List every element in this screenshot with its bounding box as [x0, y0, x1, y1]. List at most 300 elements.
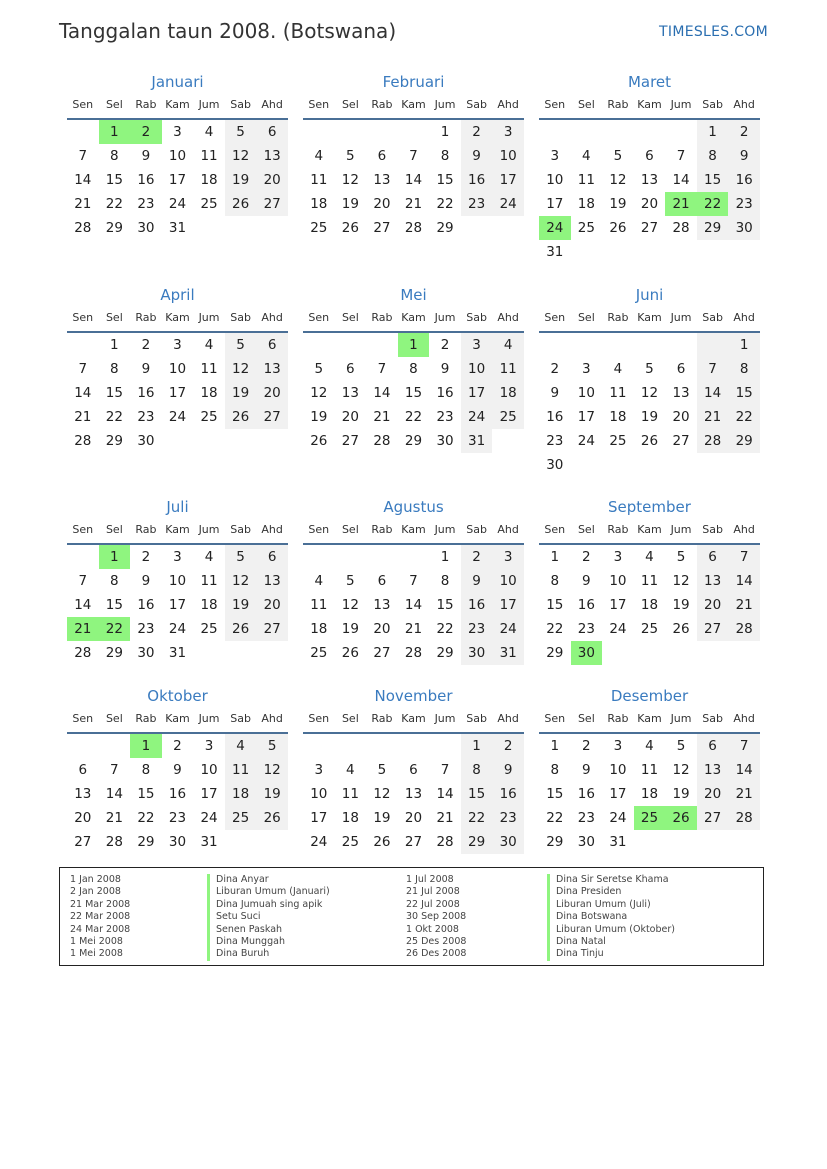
day-cell: 11 — [310, 172, 328, 188]
day-cell: 4 — [582, 148, 591, 164]
day-cell: 6 — [645, 148, 654, 164]
weekday-label: Sab — [702, 523, 723, 536]
weekday-label: Ahd — [497, 523, 519, 536]
day-cell: 29 — [105, 433, 123, 449]
month-name: Januari — [151, 73, 204, 91]
day-cell: 11 — [310, 597, 328, 613]
day-cell: 14 — [74, 172, 92, 188]
empty-day-cell — [634, 333, 666, 357]
day-cell: 5 — [676, 738, 686, 754]
day-cell: 6 — [377, 573, 387, 589]
day-cell: 16 — [577, 597, 595, 613]
day-cell: 14 — [728, 569, 760, 593]
day-cell: 24 — [168, 621, 187, 637]
day-cell: 4 — [225, 734, 257, 758]
day-cell: 7 — [676, 148, 686, 164]
day-cell: 31 — [609, 834, 627, 850]
day-cell: 4 — [314, 148, 324, 164]
weekday-label: Rab — [607, 523, 629, 536]
month-name: Juni — [635, 286, 664, 304]
day-cell: 20 — [256, 168, 288, 192]
legend-date: 25 Des 2008 — [406, 935, 467, 947]
day-cell: 12 — [640, 385, 659, 401]
day-cell: 28 — [404, 645, 423, 661]
month-agustus — [303, 495, 524, 665]
legend-left-dates — [70, 874, 130, 961]
day-cell: 22 — [546, 621, 564, 637]
day-cell: 17 — [200, 786, 218, 802]
weekday-label: Jum — [198, 523, 220, 536]
day-cell: 7 — [697, 357, 729, 381]
day-cell: 2 — [582, 549, 591, 565]
day-cell: 17 — [577, 409, 595, 425]
legend-date: 1 Mei 2008 — [70, 935, 123, 947]
empty-day-cell — [665, 120, 697, 144]
day-cell: 3 — [461, 333, 493, 357]
day-cell: 9 — [461, 144, 493, 168]
day-cell: 17 — [168, 172, 187, 188]
weekday-header — [303, 519, 524, 545]
day-cell: 22 — [436, 621, 454, 637]
day-cell: 4 — [645, 549, 654, 565]
weekday-label: Rab — [135, 98, 157, 111]
empty-day-cell — [335, 734, 367, 758]
day-cell: 23 — [137, 409, 155, 425]
day-cell: 24 — [577, 433, 595, 449]
day-cell: 15 — [697, 168, 729, 192]
day-cell: 15 — [546, 786, 564, 802]
day-cell: 13 — [672, 385, 690, 401]
empty-day-cell — [335, 333, 367, 357]
empty-day-cell — [366, 120, 398, 144]
day-cell: 11 — [492, 357, 524, 381]
day-cell: 29 — [436, 220, 454, 236]
legend-date: 2 Jan 2008 — [70, 886, 121, 898]
holiday-day-cell: 26 — [665, 806, 697, 830]
day-cell: 16 — [436, 385, 454, 401]
legend-date: 1 Jul 2008 — [406, 874, 454, 885]
day-cell: 25 — [225, 806, 257, 830]
holiday-day-cell: 21 — [665, 192, 697, 216]
day-cell: 19 — [256, 782, 288, 806]
day-cell: 7 — [78, 148, 88, 164]
weekday-label: Sab — [702, 311, 723, 324]
day-cell: 29 — [105, 645, 123, 661]
day-cell: 28 — [728, 806, 760, 830]
day-cell: 6 — [409, 762, 418, 778]
day-cell: 15 — [105, 385, 123, 401]
day-cell: 27 — [640, 220, 659, 236]
day-cell: 25 — [310, 220, 328, 236]
day-cell: 31 — [200, 834, 218, 850]
weekday-label: Jum — [434, 712, 456, 725]
days-grid — [67, 734, 288, 854]
day-cell: 26 — [640, 433, 659, 449]
day-cell: 26 — [672, 621, 690, 637]
weekday-label: Kam — [165, 98, 190, 111]
day-cell: 3 — [613, 738, 623, 754]
days-grid — [67, 545, 288, 665]
day-cell: 20 — [697, 593, 729, 617]
day-cell: 24 — [310, 834, 328, 850]
day-cell: 10 — [310, 786, 328, 802]
day-cell: 9 — [550, 385, 560, 401]
day-cell: 30 — [168, 834, 187, 850]
day-cell: 7 — [728, 545, 760, 569]
empty-day-cell — [303, 734, 335, 758]
day-cell: 16 — [577, 786, 595, 802]
day-cell: 20 — [341, 409, 359, 425]
day-cell: 28 — [672, 220, 690, 236]
weekday-label: Sel — [105, 98, 123, 111]
day-cell: 19 — [225, 168, 257, 192]
day-cell: 28 — [728, 617, 760, 641]
day-cell: 24 — [609, 810, 627, 826]
legend-holiday-name: Dina Presiden — [547, 886, 675, 898]
day-cell: 11 — [577, 172, 595, 188]
day-cell: 1 — [697, 120, 729, 144]
day-cell: 17 — [310, 810, 328, 826]
days-grid — [303, 120, 524, 240]
day-cell: 9 — [492, 758, 524, 782]
day-cell: 21 — [697, 405, 729, 429]
day-cell: 22 — [105, 409, 123, 425]
day-cell: 21 — [728, 593, 760, 617]
days-grid — [539, 333, 760, 477]
day-cell: 26 — [373, 834, 391, 850]
day-cell: 18 — [640, 786, 659, 802]
day-cell: 2 — [141, 337, 151, 353]
day-cell: 7 — [409, 148, 418, 164]
day-cell: 1 — [440, 549, 450, 565]
day-cell: 29 — [105, 220, 123, 236]
legend-date: 21 Mar 2008 — [70, 898, 131, 910]
day-cell: 31 — [168, 645, 187, 661]
day-cell: 28 — [373, 433, 391, 449]
day-cell: 26 — [256, 806, 288, 830]
holiday-day-cell: 1 — [398, 333, 430, 357]
day-cell: 25 — [200, 196, 218, 212]
day-cell: 20 — [74, 810, 92, 826]
day-cell: 22 — [546, 810, 564, 826]
day-cell: 7 — [377, 361, 387, 377]
weekday-label: Sel — [341, 523, 359, 536]
month-juni — [539, 283, 760, 477]
empty-day-cell — [366, 545, 398, 569]
day-cell: 8 — [110, 573, 119, 589]
legend-holiday-name: Dina Natal — [547, 936, 675, 948]
day-cell: 17 — [492, 168, 524, 192]
day-cell: 13 — [341, 385, 359, 401]
day-cell: 22 — [137, 810, 155, 826]
day-cell: 10 — [546, 172, 564, 188]
site-link[interactable]: TIMESLES.COM — [659, 24, 768, 40]
day-cell: 14 — [672, 172, 690, 188]
day-cell: 17 — [461, 381, 493, 405]
days-grid — [539, 545, 760, 665]
day-cell: 23 — [577, 810, 595, 826]
day-cell: 16 — [461, 168, 493, 192]
day-cell: 19 — [341, 196, 359, 212]
day-cell: 25 — [200, 621, 218, 637]
day-cell: 13 — [256, 569, 288, 593]
day-cell: 11 — [609, 385, 627, 401]
day-cell: 28 — [697, 429, 729, 453]
empty-day-cell — [67, 120, 99, 144]
weekday-label: Sen — [72, 98, 94, 111]
holiday-day-cell: 2 — [130, 120, 162, 144]
day-cell: 27 — [256, 192, 288, 216]
day-cell: 30 — [492, 830, 524, 854]
day-cell: 3 — [613, 549, 623, 565]
day-cell: 14 — [697, 381, 729, 405]
weekday-label: Jum — [670, 712, 692, 725]
day-cell: 22 — [728, 405, 760, 429]
day-cell: 20 — [373, 196, 391, 212]
day-cell: 3 — [550, 148, 560, 164]
empty-day-cell — [634, 120, 666, 144]
day-cell: 24 — [609, 621, 627, 637]
weekday-label: Sen — [308, 98, 330, 111]
day-cell: 12 — [609, 172, 627, 188]
weekday-label: Jum — [670, 311, 692, 324]
day-cell: 25 — [577, 220, 595, 236]
day-cell: 6 — [78, 762, 88, 778]
month-name: Juli — [166, 498, 189, 516]
day-cell: 18 — [200, 172, 218, 188]
day-cell: 12 — [310, 385, 328, 401]
day-cell: 6 — [256, 333, 288, 357]
month-name: April — [160, 286, 195, 304]
day-cell: 8 — [409, 361, 418, 377]
day-cell: 24 — [461, 405, 493, 429]
day-cell: 29 — [697, 216, 729, 240]
month-september — [539, 495, 760, 665]
weekday-label: Sel — [105, 311, 123, 324]
day-cell: 27 — [672, 433, 690, 449]
empty-day-cell — [571, 333, 603, 357]
weekday-header — [303, 307, 524, 333]
weekday-label: Ahd — [497, 311, 519, 324]
month-desember — [539, 684, 760, 854]
weekday-label: Rab — [135, 712, 157, 725]
day-cell: 9 — [440, 361, 450, 377]
day-cell: 5 — [613, 148, 623, 164]
day-cell: 9 — [173, 762, 182, 778]
weekday-header — [539, 307, 760, 333]
day-cell: 2 — [141, 549, 151, 565]
legend-holiday-name: Senen Paskah — [207, 924, 330, 936]
day-cell: 8 — [550, 573, 560, 589]
day-cell: 23 — [728, 192, 760, 216]
weekday-label: Sen — [544, 712, 566, 725]
day-cell: 7 — [728, 734, 760, 758]
month-name: Oktober — [147, 687, 208, 705]
month-mei — [303, 283, 524, 453]
legend-holiday-name: Dina Jumuah sing apik — [207, 899, 330, 911]
day-cell: 15 — [728, 381, 760, 405]
day-cell: 15 — [105, 172, 123, 188]
weekday-label: Ahd — [497, 98, 519, 111]
day-cell: 3 — [173, 124, 182, 140]
day-cell: 31 — [546, 244, 564, 260]
day-cell: 26 — [225, 617, 257, 641]
day-cell: 8 — [697, 144, 729, 168]
day-cell: 5 — [377, 762, 387, 778]
day-cell: 12 — [672, 762, 690, 778]
empty-day-cell — [665, 333, 697, 357]
month-name: Agustus — [383, 498, 444, 516]
holiday-day-cell: 21 — [67, 617, 99, 641]
day-cell: 2 — [582, 738, 591, 754]
weekday-label: Sab — [230, 523, 251, 536]
empty-day-cell — [539, 120, 571, 144]
weekday-label: Kam — [165, 712, 190, 725]
weekday-label: Jum — [434, 98, 456, 111]
day-cell: 30 — [577, 834, 595, 850]
day-cell: 1 — [550, 738, 560, 754]
day-cell: 18 — [577, 196, 595, 212]
day-cell: 2 — [461, 120, 493, 144]
day-cell: 14 — [74, 385, 92, 401]
holiday-day-cell: 22 — [697, 192, 729, 216]
day-cell: 11 — [200, 148, 218, 164]
day-cell: 8 — [110, 361, 119, 377]
weekday-label: Sen — [308, 523, 330, 536]
day-cell: 5 — [225, 120, 257, 144]
weekday-label: Sab — [230, 712, 251, 725]
month-name: Maret — [627, 73, 672, 91]
empty-day-cell — [602, 120, 634, 144]
day-cell: 21 — [404, 196, 423, 212]
holiday-day-cell: 24 — [539, 216, 571, 240]
day-cell: 4 — [314, 573, 324, 589]
day-cell: 18 — [609, 409, 627, 425]
holiday-day-cell: 30 — [571, 641, 603, 665]
day-cell: 18 — [492, 381, 524, 405]
day-cell: 5 — [314, 361, 324, 377]
day-cell: 10 — [492, 144, 524, 168]
day-cell: 17 — [609, 597, 627, 613]
day-cell: 15 — [436, 597, 454, 613]
weekday-label: Sel — [105, 523, 123, 536]
day-cell: 27 — [373, 220, 391, 236]
day-cell: 12 — [341, 172, 359, 188]
day-cell: 12 — [225, 144, 257, 168]
day-cell: 1 — [550, 549, 560, 565]
legend-date: 22 Mar 2008 — [70, 911, 131, 923]
day-cell: 19 — [225, 381, 257, 405]
legend-date: 1 Okt 2008 — [406, 923, 459, 935]
weekday-label: Rab — [371, 523, 393, 536]
day-cell: 8 — [141, 762, 151, 778]
day-cell: 27 — [74, 834, 92, 850]
holiday-day-cell: 1 — [99, 120, 131, 144]
empty-day-cell — [398, 545, 430, 569]
weekday-label: Sen — [72, 523, 94, 536]
day-cell: 23 — [168, 810, 187, 826]
day-cell: 9 — [141, 148, 151, 164]
day-cell: 10 — [168, 361, 187, 377]
day-cell: 22 — [436, 196, 454, 212]
day-cell: 1 — [440, 124, 450, 140]
day-cell: 15 — [137, 786, 155, 802]
empty-day-cell — [67, 333, 99, 357]
day-cell: 10 — [609, 573, 627, 589]
day-cell: 16 — [728, 168, 760, 192]
day-cell: 11 — [640, 762, 659, 778]
empty-day-cell — [539, 333, 571, 357]
day-cell: 26 — [341, 220, 359, 236]
day-cell: 11 — [200, 573, 218, 589]
legend-holiday-name: Dina Botswana — [547, 911, 675, 923]
legend-holiday-name: Liburan Umum (Januari) — [207, 886, 330, 898]
day-cell: 27 — [697, 617, 729, 641]
day-cell: 11 — [200, 361, 218, 377]
day-cell: 25 — [609, 433, 627, 449]
day-cell: 17 — [492, 593, 524, 617]
day-cell: 19 — [672, 786, 690, 802]
weekday-header — [303, 708, 524, 734]
holiday-legend — [59, 867, 764, 966]
days-grid — [67, 120, 288, 240]
weekday-label: Sen — [544, 98, 566, 111]
day-cell: 4 — [346, 762, 355, 778]
weekday-header — [67, 519, 288, 545]
empty-day-cell — [303, 545, 335, 569]
day-cell: 12 — [373, 786, 391, 802]
day-cell: 16 — [461, 593, 493, 617]
day-cell: 26 — [225, 405, 257, 429]
weekday-label: Sen — [308, 712, 330, 725]
weekday-label: Sab — [230, 311, 251, 324]
day-cell: 8 — [461, 758, 493, 782]
day-cell: 10 — [577, 385, 595, 401]
legend-right-names — [547, 874, 675, 961]
day-cell: 16 — [137, 597, 155, 613]
legend-date: 21 Jul 2008 — [406, 886, 460, 898]
day-cell: 30 — [436, 433, 454, 449]
day-cell: 23 — [461, 617, 493, 641]
day-cell: 12 — [256, 758, 288, 782]
day-cell: 3 — [204, 738, 214, 754]
day-cell: 23 — [436, 409, 454, 425]
weekday-label: Sel — [577, 523, 595, 536]
day-cell: 27 — [697, 806, 729, 830]
day-cell: 13 — [256, 357, 288, 381]
day-cell: 14 — [404, 597, 423, 613]
day-cell: 28 — [436, 834, 454, 850]
day-cell: 28 — [74, 645, 92, 661]
day-cell: 21 — [74, 409, 92, 425]
legend-date: 26 Des 2008 — [406, 948, 467, 960]
weekday-label: Ahd — [733, 98, 755, 111]
day-cell: 7 — [78, 361, 88, 377]
weekday-header — [67, 708, 288, 734]
day-cell: 18 — [310, 196, 328, 212]
day-cell: 23 — [577, 621, 595, 637]
day-cell: 10 — [168, 148, 187, 164]
day-cell: 6 — [346, 361, 355, 377]
days-grid — [303, 545, 524, 665]
weekday-header — [539, 708, 760, 734]
day-cell: 6 — [697, 734, 729, 758]
day-cell: 18 — [640, 597, 659, 613]
day-cell: 29 — [436, 645, 454, 661]
weekday-label: Ahd — [261, 98, 283, 111]
day-cell: 1 — [728, 333, 760, 357]
day-cell: 23 — [137, 196, 155, 212]
